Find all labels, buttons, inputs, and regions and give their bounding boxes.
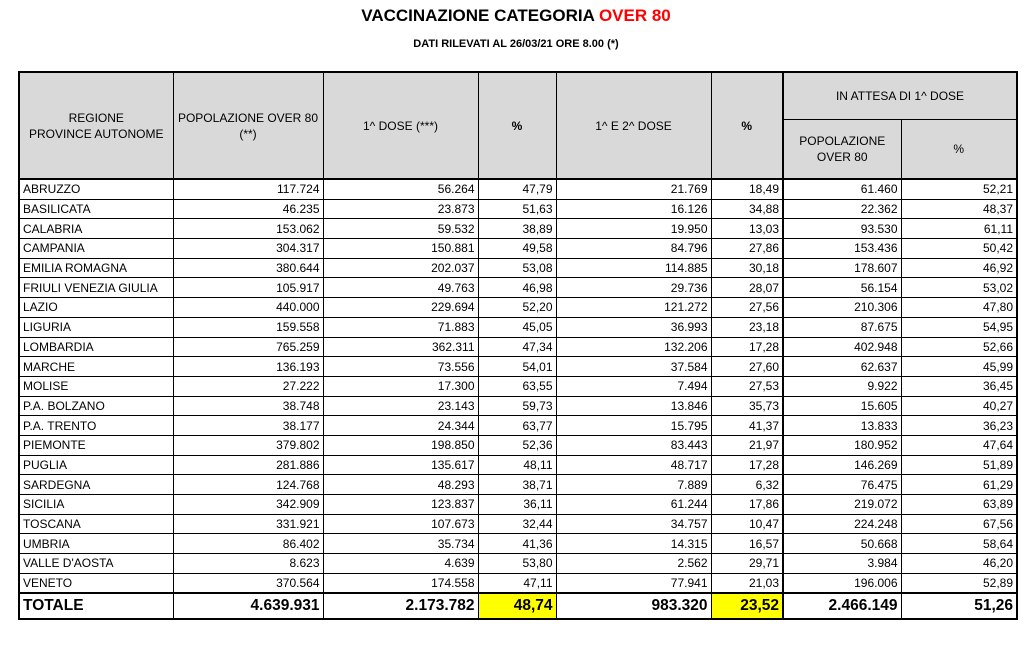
cell-attesa-perc: 46,20 [901,554,1017,574]
cell-prima-dose: 123.837 [323,495,478,515]
cell-prima-seconda: 83.443 [556,435,711,455]
page-title [0,6,1032,26]
cell-prima-dose: 24.344 [323,416,478,436]
cell-perc-prima: 59,73 [478,396,556,416]
cell-prima-dose: 48.293 [323,475,478,495]
cell-regione: SICILIA [19,495,173,515]
cell-regione: UMBRIA [19,534,173,554]
cell-attesa-popolazione: 61.460 [783,179,901,199]
cell-perc-prima: 38,89 [478,219,556,239]
cell-prima-seconda: 21.769 [556,179,711,199]
cell-attesa-popolazione: 219.072 [783,495,901,515]
cell-popolazione: 8.623 [173,554,323,574]
cell-prima-seconda: 36.993 [556,317,711,337]
cell-attesa-popolazione: 146.269 [783,455,901,475]
total-prima-dose: 2.173.782 [323,593,478,619]
cell-perc-seconda: 29,71 [711,554,783,574]
cell-attesa-popolazione: 62.637 [783,357,901,377]
total-attesa-popolazione: 2.466.149 [783,593,901,619]
cell-perc-prima: 47,34 [478,337,556,357]
header-attesa-pop-line1: POPOLAZIONE [799,134,886,148]
cell-regione: P.A. BOLZANO [19,396,173,416]
cell-prima-dose: 198.850 [323,435,478,455]
header-prima-seconda-dose: 1^ E 2^ DOSE [556,72,711,179]
cell-popolazione: 342.909 [173,495,323,515]
cell-prima-dose: 202.037 [323,258,478,278]
cell-perc-prima: 48,11 [478,455,556,475]
cell-attesa-popolazione: 3.984 [783,554,901,574]
header-attesa-perc: % [901,120,1017,180]
cell-attesa-perc: 58,64 [901,534,1017,554]
cell-perc-prima: 49,58 [478,239,556,259]
cell-perc-seconda: 17,28 [711,337,783,357]
cell-perc-seconda: 30,18 [711,258,783,278]
cell-prima-dose: 49.763 [323,278,478,298]
cell-prima-seconda: 121.272 [556,298,711,318]
cell-prima-seconda: 19.950 [556,219,711,239]
cell-prima-dose: 4.639 [323,554,478,574]
cell-attesa-perc: 36,45 [901,376,1017,396]
cell-attesa-perc: 47,80 [901,298,1017,318]
total-attesa-perc: 51,26 [901,593,1017,619]
cell-prima-seconda: 34.757 [556,514,711,534]
cell-perc-prima: 45,05 [478,317,556,337]
cell-perc-seconda: 6,32 [711,475,783,495]
table-row [19,396,1017,416]
cell-prima-seconda: 132.206 [556,337,711,357]
table-row [19,337,1017,357]
header-attesa-popolazione [783,120,901,180]
cell-prima-seconda: 2.562 [556,554,711,574]
cell-attesa-perc: 61,29 [901,475,1017,495]
cell-prima-seconda: 15.795 [556,416,711,436]
table-row [19,278,1017,298]
cell-popolazione: 379.802 [173,435,323,455]
cell-popolazione: 136.193 [173,357,323,377]
cell-regione: BASILICATA [19,199,173,219]
cell-regione: VALLE D'AOSTA [19,554,173,574]
cell-perc-prima: 32,44 [478,514,556,534]
page-subtitle: DATI RILEVATI AL 26/03/21 ORE 8.00 (*) [413,38,619,50]
cell-attesa-popolazione: 180.952 [783,435,901,455]
cell-prima-dose: 71.883 [323,317,478,337]
cell-attesa-popolazione: 13.833 [783,416,901,436]
cell-popolazione: 38.748 [173,396,323,416]
cell-attesa-popolazione: 178.607 [783,258,901,278]
cell-popolazione: 281.886 [173,455,323,475]
header-attesa-pop-line2: OVER 80 [816,150,868,164]
cell-popolazione: 124.768 [173,475,323,495]
cell-prima-dose: 107.673 [323,514,478,534]
table-row [19,475,1017,495]
cell-prima-dose: 229.694 [323,298,478,318]
header-prima-dose: 1^ DOSE (***) [323,72,478,179]
header-regione [19,72,173,179]
cell-regione: CALABRIA [19,219,173,239]
vaccination-table [18,71,1018,620]
cell-attesa-perc: 67,56 [901,514,1017,534]
title-main: VACCINAZIONE CATEGORIA [361,6,599,25]
cell-regione: MARCHE [19,357,173,377]
header-perc-seconda: % [711,72,783,179]
cell-perc-prima: 41,36 [478,534,556,554]
table-row [19,258,1017,278]
total-prima-seconda: 983.320 [556,593,711,619]
cell-regione: PIEMONTE [19,435,173,455]
table-row [19,239,1017,259]
cell-attesa-perc: 52,66 [901,337,1017,357]
cell-popolazione: 38.177 [173,416,323,436]
header-regione-line1: REGIONE [68,110,124,125]
cell-perc-seconda: 18,49 [711,179,783,199]
cell-popolazione: 380.644 [173,258,323,278]
cell-attesa-popolazione: 196.006 [783,573,901,593]
cell-popolazione: 46.235 [173,199,323,219]
cell-prima-dose: 135.617 [323,455,478,475]
header-perc-prima: % [478,72,556,179]
total-perc-seconda: 23,52 [711,593,783,619]
cell-regione: LOMBARDIA [19,337,173,357]
title-accent: OVER 80 [598,6,671,25]
cell-perc-seconda: 27,53 [711,376,783,396]
cell-attesa-popolazione: 93.530 [783,219,901,239]
cell-attesa-perc: 45,99 [901,357,1017,377]
cell-perc-seconda: 41,37 [711,416,783,436]
cell-perc-seconda: 13,03 [711,219,783,239]
cell-prima-dose: 23.873 [323,199,478,219]
total-popolazione: 4.639.931 [173,593,323,619]
cell-perc-seconda: 16,57 [711,534,783,554]
cell-prima-seconda: 13.846 [556,396,711,416]
total-regione: TOTALE [19,593,173,619]
table-row [19,199,1017,219]
cell-perc-seconda: 28,07 [711,278,783,298]
cell-attesa-popolazione: 402.948 [783,337,901,357]
cell-attesa-popolazione: 22.362 [783,199,901,219]
cell-perc-prima: 53,08 [478,258,556,278]
cell-popolazione: 765.259 [173,337,323,357]
cell-prima-dose: 150.881 [323,239,478,259]
table-row [19,376,1017,396]
cell-perc-prima: 47,11 [478,573,556,593]
cell-attesa-popolazione: 224.248 [783,514,901,534]
cell-attesa-perc: 40,27 [901,396,1017,416]
cell-popolazione: 105.917 [173,278,323,298]
cell-prima-seconda: 61.244 [556,495,711,515]
cell-prima-seconda: 37.584 [556,357,711,377]
cell-prima-seconda: 77.941 [556,573,711,593]
cell-perc-prima: 63,55 [478,376,556,396]
cell-prima-seconda: 48.717 [556,455,711,475]
cell-perc-seconda: 21,97 [711,435,783,455]
cell-perc-prima: 51,63 [478,199,556,219]
cell-perc-seconda: 27,86 [711,239,783,259]
cell-attesa-perc: 54,95 [901,317,1017,337]
cell-attesa-popolazione: 76.475 [783,475,901,495]
cell-popolazione: 159.558 [173,317,323,337]
cell-attesa-perc: 48,37 [901,199,1017,219]
cell-regione: LIGURIA [19,317,173,337]
header-in-attesa: IN ATTESA DI 1^ DOSE [783,72,1017,120]
total-perc-prima: 48,74 [478,593,556,619]
cell-attesa-popolazione: 153.436 [783,239,901,259]
table-row [19,179,1017,199]
cell-attesa-popolazione: 56.154 [783,278,901,298]
table-row [19,435,1017,455]
cell-attesa-perc: 52,89 [901,573,1017,593]
table-row [19,573,1017,593]
table-row [19,534,1017,554]
cell-attesa-perc: 47,64 [901,435,1017,455]
cell-prima-dose: 17.300 [323,376,478,396]
cell-attesa-perc: 61,11 [901,219,1017,239]
header-regione-line2: PROVINCE AUTONOME [29,126,164,141]
cell-perc-prima: 47,79 [478,179,556,199]
cell-attesa-perc: 50,42 [901,239,1017,259]
cell-perc-prima: 38,71 [478,475,556,495]
total-row [19,593,1017,619]
cell-perc-prima: 52,36 [478,435,556,455]
cell-popolazione: 370.564 [173,573,323,593]
table-row [19,298,1017,318]
cell-regione: MOLISE [19,376,173,396]
table-row [19,219,1017,239]
cell-perc-prima: 36,11 [478,495,556,515]
table-row [19,554,1017,574]
cell-prima-dose: 56.264 [323,179,478,199]
cell-prima-seconda: 29.736 [556,278,711,298]
cell-attesa-popolazione: 15.605 [783,396,901,416]
cell-attesa-perc: 52,21 [901,179,1017,199]
table-body [19,179,1017,619]
cell-prima-seconda: 7.889 [556,475,711,495]
cell-popolazione: 331.921 [173,514,323,534]
cell-perc-seconda: 17,86 [711,495,783,515]
cell-attesa-perc: 36,23 [901,416,1017,436]
cell-popolazione: 440.000 [173,298,323,318]
table-row [19,455,1017,475]
header-popolazione-line2: (**) [239,126,257,141]
header-popolazione [173,72,323,179]
cell-prima-seconda: 16.126 [556,199,711,219]
cell-perc-prima: 46,98 [478,278,556,298]
cell-perc-seconda: 10,47 [711,514,783,534]
cell-regione: LAZIO [19,298,173,318]
cell-perc-prima: 52,20 [478,298,556,318]
cell-regione: CAMPANIA [19,239,173,259]
cell-regione: TOSCANA [19,514,173,534]
cell-popolazione: 86.402 [173,534,323,554]
cell-regione: FRIULI VENEZIA GIULIA [19,278,173,298]
cell-popolazione: 304.317 [173,239,323,259]
cell-perc-prima: 53,80 [478,554,556,574]
cell-perc-seconda: 27,56 [711,298,783,318]
cell-prima-dose: 23.143 [323,396,478,416]
cell-regione: PUGLIA [19,455,173,475]
cell-regione: EMILIA ROMAGNA [19,258,173,278]
cell-attesa-popolazione: 9.922 [783,376,901,396]
cell-regione: VENETO [19,573,173,593]
cell-prima-dose: 362.311 [323,337,478,357]
cell-perc-seconda: 17,28 [711,455,783,475]
cell-perc-seconda: 21,03 [711,573,783,593]
cell-prima-seconda: 14.315 [556,534,711,554]
table-row [19,416,1017,436]
cell-attesa-popolazione: 210.306 [783,298,901,318]
cell-attesa-perc: 53,02 [901,278,1017,298]
cell-prima-seconda: 84.796 [556,239,711,259]
cell-attesa-popolazione: 87.675 [783,317,901,337]
cell-perc-prima: 54,01 [478,357,556,377]
cell-perc-seconda: 35,73 [711,396,783,416]
cell-popolazione: 153.062 [173,219,323,239]
header-popolazione-line1: POPOLAZIONE OVER 80 [177,110,319,125]
cell-prima-dose: 174.558 [323,573,478,593]
cell-perc-prima: 63,77 [478,416,556,436]
table-row [19,495,1017,515]
cell-attesa-perc: 51,89 [901,455,1017,475]
table-row [19,514,1017,534]
cell-prima-dose: 73.556 [323,357,478,377]
table-row [19,357,1017,377]
cell-prima-dose: 35.734 [323,534,478,554]
cell-perc-seconda: 27,60 [711,357,783,377]
cell-attesa-perc: 46,92 [901,258,1017,278]
cell-perc-seconda: 23,18 [711,317,783,337]
cell-prima-dose: 59.532 [323,219,478,239]
cell-attesa-perc: 63,89 [901,495,1017,515]
cell-regione: SARDEGNA [19,475,173,495]
cell-prima-seconda: 114.885 [556,258,711,278]
cell-regione: P.A. TRENTO [19,416,173,436]
cell-regione: ABRUZZO [19,179,173,199]
cell-prima-seconda: 7.494 [556,376,711,396]
cell-popolazione: 117.724 [173,179,323,199]
cell-attesa-popolazione: 50.668 [783,534,901,554]
table-row [19,317,1017,337]
cell-perc-seconda: 34,88 [711,199,783,219]
cell-popolazione: 27.222 [173,376,323,396]
